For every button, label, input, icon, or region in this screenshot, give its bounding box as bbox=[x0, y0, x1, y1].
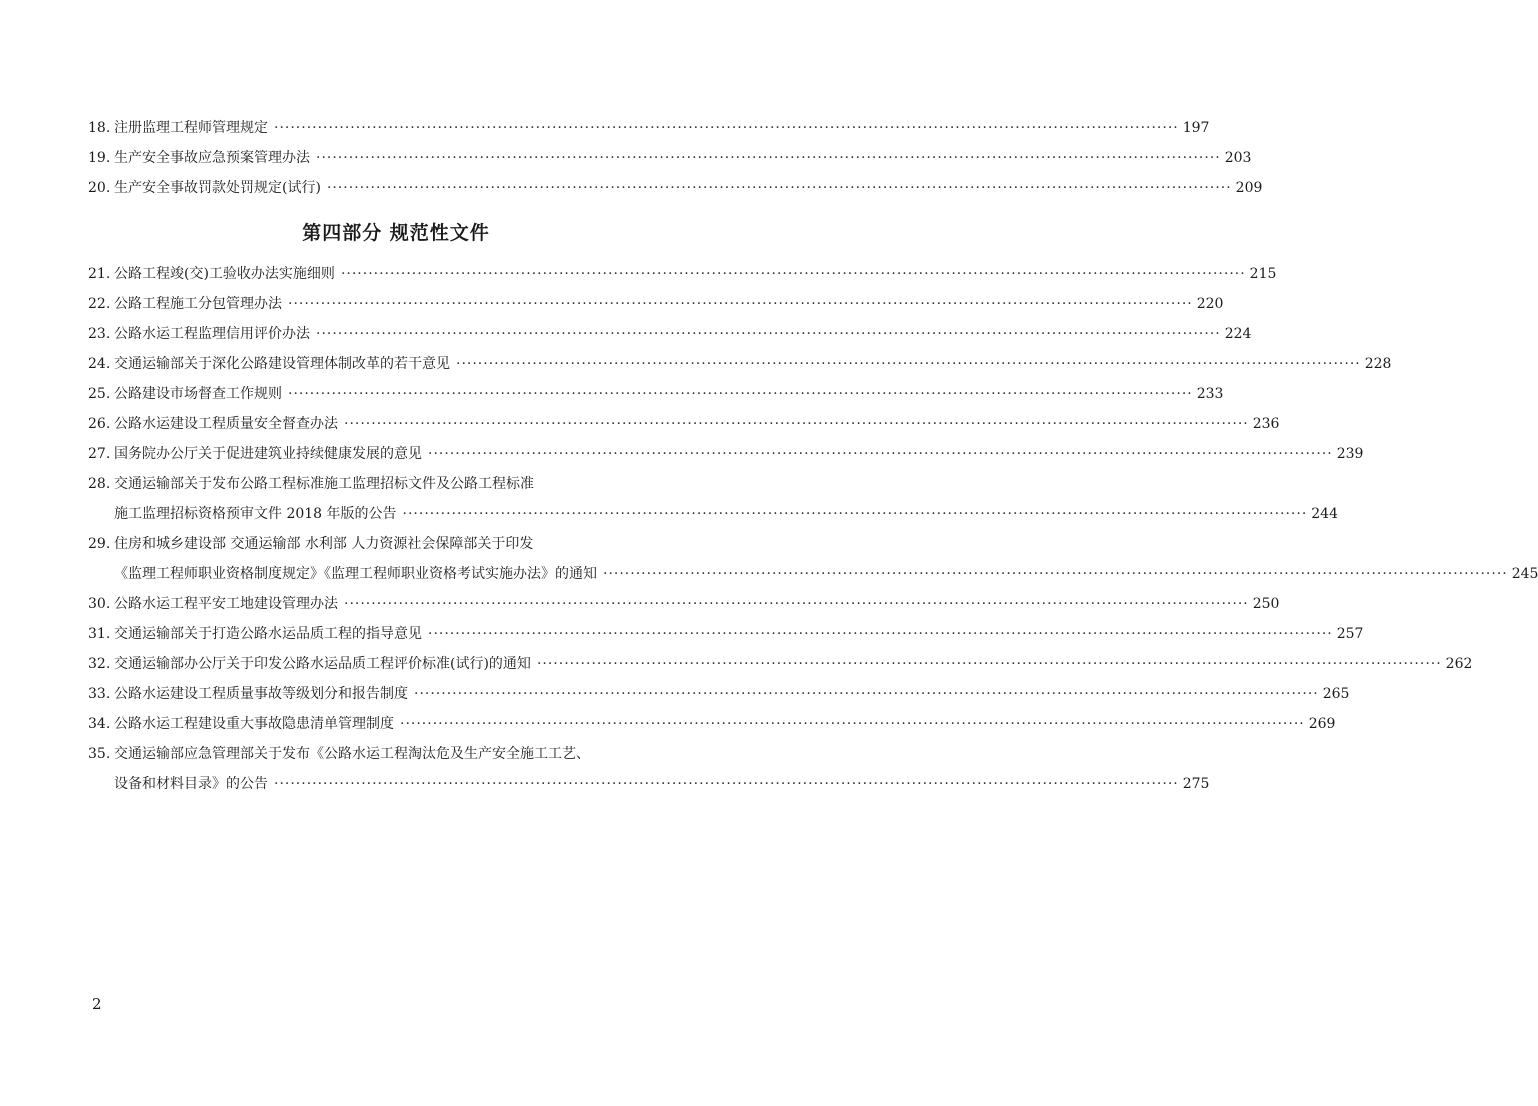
toc-entry-page: 245 bbox=[1511, 566, 1538, 582]
dot-leader bbox=[288, 379, 1193, 409]
toc-entry-line bbox=[88, 439, 1364, 469]
toc-entry-number: 34. bbox=[88, 716, 111, 732]
toc-entry-number: 35. bbox=[88, 746, 111, 762]
toc-entry-line bbox=[88, 259, 1277, 289]
toc-entry[interactable] bbox=[88, 649, 1473, 679]
toc-entry-line bbox=[88, 739, 704, 769]
dot-leader bbox=[403, 499, 1308, 529]
toc-entry-line bbox=[88, 143, 1252, 173]
table-of-contents bbox=[88, 113, 1538, 799]
toc-entry-line bbox=[88, 649, 1473, 679]
toc-entry-number: 27. bbox=[88, 446, 111, 462]
toc-entry-line bbox=[88, 529, 704, 559]
toc-entry[interactable] bbox=[88, 709, 1336, 739]
toc-entry-title: 公路工程施工分包管理办法 bbox=[114, 296, 282, 312]
toc-entry-title: 公路建设市场督查工作规则 bbox=[114, 386, 282, 402]
toc-entry-line bbox=[88, 349, 1392, 379]
toc-entry-page: 233 bbox=[1196, 386, 1224, 402]
toc-entry-line bbox=[88, 769, 1210, 799]
toc-entry-line bbox=[88, 409, 1280, 439]
dot-leader bbox=[428, 439, 1333, 469]
toc-entry-number: 33. bbox=[88, 686, 111, 702]
toc-entry[interactable] bbox=[88, 319, 1252, 349]
toc-entry-line bbox=[88, 589, 1280, 619]
section-heading: 第四部分 规范性文件 bbox=[302, 222, 490, 244]
toc-entry-line bbox=[88, 559, 1538, 589]
toc-entry-page: 197 bbox=[1182, 120, 1210, 136]
toc-entry[interactable] bbox=[88, 379, 1224, 409]
toc-entry-page: 215 bbox=[1249, 266, 1277, 282]
toc-entry-number: 25. bbox=[88, 386, 111, 402]
toc-entry[interactable] bbox=[88, 589, 1280, 619]
toc-entry-line bbox=[88, 499, 1338, 529]
toc-entry[interactable] bbox=[88, 469, 1338, 529]
dot-leader bbox=[537, 649, 1442, 679]
toc-entry-line bbox=[88, 469, 704, 499]
toc-entry-line bbox=[88, 319, 1252, 349]
toc-entry-title: 公路水运建设工程质量事故等级划分和报告制度 bbox=[114, 686, 408, 702]
toc-entry-title-continued: 设备和材料目录》的公告 bbox=[114, 776, 268, 792]
dot-leader bbox=[456, 349, 1361, 379]
dot-leader bbox=[344, 409, 1249, 439]
toc-entry-title: 交通运输部关于发布公路工程标准施工监理招标文件及公路工程标准 bbox=[114, 476, 534, 492]
toc-entry-page: 236 bbox=[1252, 416, 1280, 432]
toc-entry-number: 26. bbox=[88, 416, 111, 432]
toc-entry[interactable] bbox=[88, 409, 1280, 439]
toc-entry-title: 公路水运建设工程质量安全督查办法 bbox=[114, 416, 338, 432]
toc-entry-page: 209 bbox=[1235, 180, 1263, 196]
toc-entry[interactable] bbox=[88, 439, 1364, 469]
toc-entry-title: 交通运输部关于深化公路建设管理体制改革的若干意见 bbox=[114, 356, 450, 372]
toc-entry[interactable] bbox=[88, 173, 1263, 203]
toc-entry-page: 220 bbox=[1196, 296, 1224, 312]
toc-entry-title: 公路水运工程平安工地建设管理办法 bbox=[114, 596, 338, 612]
toc-entry-line bbox=[88, 289, 1224, 319]
toc-entry-line bbox=[88, 113, 1210, 143]
toc-entry[interactable] bbox=[88, 143, 1252, 173]
toc-entry[interactable] bbox=[88, 349, 1392, 379]
dot-leader bbox=[316, 143, 1221, 173]
toc-entry-title: 交通运输部应急管理部关于发布《公路水运工程淘汰危及生产安全施工工艺、 bbox=[114, 746, 590, 762]
toc-entry-title: 交通运输部办公厅关于印发公路水运品质工程评价标准(试行)的通知 bbox=[114, 656, 531, 672]
toc-entry-line bbox=[88, 679, 1350, 709]
dot-leader bbox=[288, 289, 1193, 319]
page-number: 2 bbox=[92, 995, 102, 1013]
toc-entry-number: 20. bbox=[88, 180, 111, 196]
toc-entry-title: 公路水运工程监理信用评价办法 bbox=[114, 326, 310, 342]
toc-entry[interactable] bbox=[88, 679, 1350, 709]
dot-leader bbox=[274, 113, 1179, 143]
toc-entry-number: 23. bbox=[88, 326, 111, 342]
toc-entry-title: 公路水运工程建设重大事故隐患清单管理制度 bbox=[114, 716, 394, 732]
toc-entry-page: 224 bbox=[1224, 326, 1252, 342]
dot-leader bbox=[341, 259, 1246, 289]
dot-leader bbox=[428, 619, 1333, 649]
toc-entry-number: 22. bbox=[88, 296, 111, 312]
toc-entry-title-continued: 施工监理招标资格预审文件 2018 年版的公告 bbox=[114, 506, 397, 522]
toc-entry[interactable] bbox=[88, 529, 1538, 589]
toc-entry-number: 31. bbox=[88, 626, 111, 642]
toc-entry-page: 262 bbox=[1445, 656, 1473, 672]
toc-entry-page: 269 bbox=[1308, 716, 1336, 732]
toc-entry-number: 32. bbox=[88, 656, 111, 672]
toc-entry-line bbox=[88, 379, 1224, 409]
dot-leader bbox=[344, 589, 1249, 619]
toc-entry-page: 265 bbox=[1322, 686, 1350, 702]
toc-entry[interactable] bbox=[88, 113, 1210, 143]
toc-entry-line bbox=[88, 619, 1364, 649]
toc-list-section-four bbox=[88, 259, 1538, 799]
dot-leader bbox=[414, 679, 1319, 709]
toc-entry[interactable] bbox=[88, 619, 1364, 649]
toc-entry[interactable] bbox=[88, 289, 1224, 319]
toc-list-top bbox=[88, 113, 1263, 203]
dot-leader bbox=[603, 559, 1508, 589]
toc-entry-page: 275 bbox=[1182, 776, 1210, 792]
toc-entry[interactable] bbox=[88, 739, 1210, 799]
dot-leader bbox=[274, 769, 1179, 799]
toc-entry-number: 19. bbox=[88, 150, 111, 166]
toc-entry-number: 29. bbox=[88, 536, 111, 552]
toc-entry[interactable] bbox=[88, 259, 1277, 289]
toc-entry-page: 257 bbox=[1336, 626, 1364, 642]
toc-entry-title: 公路工程竣(交)工验收办法实施细则 bbox=[114, 266, 335, 282]
toc-entry-title: 注册监理工程师管理规定 bbox=[114, 120, 268, 136]
dot-leader bbox=[400, 709, 1305, 739]
toc-entry-page: 250 bbox=[1252, 596, 1280, 612]
dot-leader bbox=[316, 319, 1221, 349]
toc-entry-page: 228 bbox=[1364, 356, 1392, 372]
toc-entry-number: 18. bbox=[88, 120, 111, 136]
toc-entry-title-continued: 《监理工程师职业资格制度规定》《监理工程师职业资格考试实施办法》的通知 bbox=[114, 566, 597, 582]
dot-leader bbox=[327, 173, 1232, 203]
toc-entry-page: 203 bbox=[1224, 150, 1252, 166]
toc-entry-page: 239 bbox=[1336, 446, 1364, 462]
toc-entry-number: 30. bbox=[88, 596, 111, 612]
toc-entry-line bbox=[88, 709, 1336, 739]
toc-entry-title: 交通运输部关于打造公路水运品质工程的指导意见 bbox=[114, 626, 422, 642]
toc-entry-line bbox=[88, 173, 1263, 203]
toc-entry-title: 生产安全事故应急预案管理办法 bbox=[114, 150, 310, 166]
toc-entry-title: 住房和城乡建设部 交通运输部 水利部 人力资源社会保障部关于印发 bbox=[114, 536, 534, 552]
toc-entry-title: 国务院办公厅关于促进建筑业持续健康发展的意见 bbox=[114, 446, 422, 462]
toc-entry-number: 28. bbox=[88, 476, 111, 492]
toc-entry-number: 24. bbox=[88, 356, 111, 372]
toc-entry-number: 21. bbox=[88, 266, 111, 282]
toc-entry-page: 244 bbox=[1311, 506, 1338, 522]
toc-entry-title: 生产安全事故罚款处罚规定(试行) bbox=[114, 180, 321, 196]
